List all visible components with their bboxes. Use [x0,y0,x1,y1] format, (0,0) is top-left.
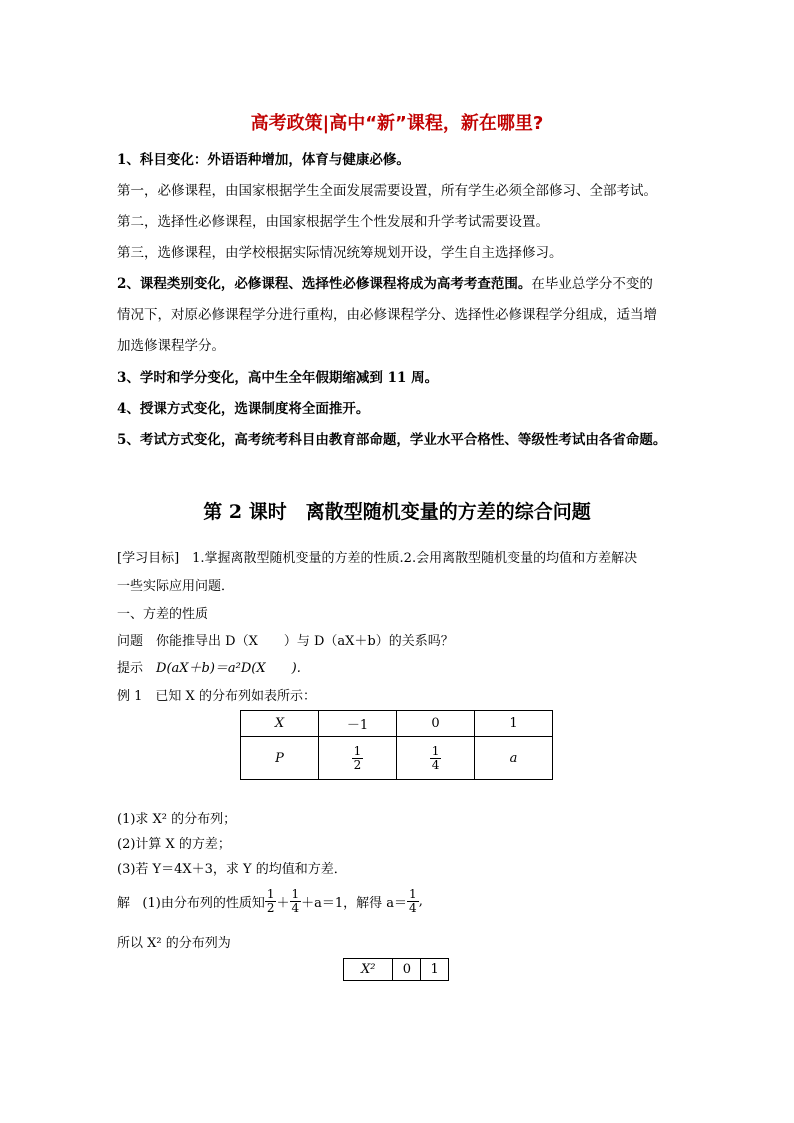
item-4: 4、授课方式变化，选课制度将全面推开。 [117,401,370,417]
question-label: 问题 [117,634,144,649]
cell-x-value: 1 [475,711,553,737]
lesson-title: 第 2 课时 离散型随机变量的方差的综合问题 [203,501,591,523]
item-2-line-3: 加选修课程学分。 [117,338,225,354]
learning-goal-line-1: [学习目标] 1.掌握离散型随机变量的方差的性质.2.会用离散型随机变量的均值和方差解决 [117,551,638,566]
distribution-table-x-squared [343,958,449,981]
section-heading: 一、方差的性质 [117,607,209,622]
paragraph-2: 第二，选择性必修课程，由国家根据学生个性发展和升学考试需要设置。 [117,214,549,230]
item-3: 3、学时和学分变化，高中生全年假期缩减到 11 周。 [117,370,439,386]
fraction: $\frac{1}{2}$ [353,743,362,772]
fraction: $\frac{1}{4}$ [409,887,417,915]
learning-goal-line-2: 一些实际应用问题． [117,579,235,594]
solution-text: (1)由分布列的性质知 [142,895,265,911]
fraction: $\frac{1}{2}$ [266,887,275,915]
item-2-rest: 在毕业总学分不变的 [531,276,653,292]
cell-p-value [397,737,475,780]
solution-line [117,888,423,914]
example-text: 已知 X 的分布列如表所示： [155,689,316,704]
item-2 [117,272,653,292]
question-3: (3)若 Y＝4X＋3，求 Y 的均值和方差． [117,862,347,877]
cell-x2-value: 1 [421,959,449,981]
cell-p-value: a [475,737,553,780]
cell-x-value: 0 [397,711,475,737]
solution-label: 解 [117,895,131,911]
hint-formula: D(aX＋b)＝a²D(X ). [156,661,301,676]
item-2-bold: 2、课程类别变化，必修课程、选择性必修课程将成为高考考查范围。 [117,276,532,292]
hint-label: 提示 [117,661,144,676]
cell-p-value [318,737,396,780]
item-1: 1、科目变化：外语语种增加，体育与健康必修。 [117,152,410,168]
distribution-table-x [240,710,553,780]
solution-text: , [418,893,423,909]
solution-text: ＋a＝1，解得 a＝ [301,895,408,911]
paragraph-3: 第三，选修课程，由学校根据实际情况统筹规划开设，学生自主选择修习。 [117,245,563,261]
paragraph-1: 第一，必修课程，由国家根据学生全面发展需要设置，所有学生必须全部修习、全部考试。 [117,183,657,199]
plus-sign: ＋ [276,895,290,911]
cell-x2-header: X² [344,959,393,981]
cell-x-value: －1 [318,711,396,737]
item-5: 5、考试方式变化，高考统考科目由教育部命题，学业水平合格性、等级性考试由各省命题。 [117,432,667,448]
hint-line [117,657,301,676]
example-label: 例 1 [117,689,143,704]
news-title: 高考政策|高中“新”课程，新在哪里? [250,113,544,134]
example-line [117,685,316,704]
question-1: (1)求 X² 的分布列； [117,812,237,827]
cell-x2-value: 0 [393,959,421,981]
item-2-line-2: 情况下，对原必修课程学分进行重构，由必修课程学分、选择性必修课程学分组成，适当增 [117,307,657,323]
fraction: $\frac{1}{4}$ [431,743,440,772]
cell-x-header: X [241,711,319,737]
question-line [117,630,454,649]
fraction: $\frac{1}{4}$ [291,887,300,915]
question-text: 你能推导出 D（X ）与 D（aX＋b）的关系吗？ [156,634,454,649]
cell-p-header: P [241,737,319,780]
distribution-intro: 所以 X² 的分布列为 [117,936,231,951]
question-2: (2)计算 X 的方差； [117,837,231,852]
